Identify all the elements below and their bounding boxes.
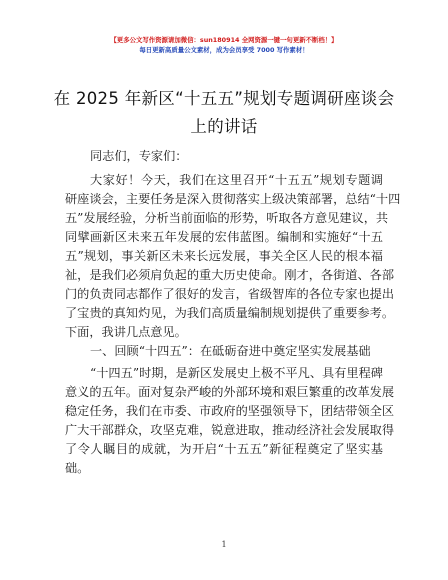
paragraph-2-line: 意义的五年。面对复杂严峻的外部环境和艰巨繁重的改革发展 — [65, 385, 395, 399]
paragraph-1-line: 祉，是我们必须肩负起的重大历史使命。刚才，各街道、各部 — [65, 268, 395, 282]
section-heading: 一、回顾“十四五”：在砥砺奋进中奠定坚实发展基础 — [90, 344, 371, 358]
paragraph-1-line: 大家好！今天，我们在这里召开“十五五”规划专题调 — [90, 173, 383, 187]
paragraph-1-line: 了宝贵的真知灼见，为我们高质量编制规划提供了重要参考。 — [65, 306, 395, 320]
promo-banner-line-1: 【更多公文写作资源请加微信：sun180914 全网资源一键一句更新不断档！】 — [110, 36, 338, 44]
document-title-line-2: 上的讲话 — [190, 117, 258, 136]
paragraph-1-line: 五”发展经验，分析当前面临的形势，听取各方意见建议，共 — [65, 211, 389, 225]
promo-banner-line-2: 每日更新高质量公文素材，成为会员享受 7000 写作素材！ — [139, 46, 309, 54]
paragraph-2-line: 广大干部群众，攻坚克难，锐意进取，推动经济社会发展取得 — [65, 423, 395, 437]
salutation: 同志们，专家们： — [90, 149, 188, 163]
paragraph-2-line: 稳定任务，我们在市委、市政府的坚强领导下，团结带领全区 — [65, 404, 395, 418]
paragraph-2-line: “十四五”时期，是新区发展史上极不平凡、具有里程碑 — [90, 366, 383, 380]
paragraph-2-line: 础。 — [65, 461, 90, 475]
page-number: 1 — [221, 540, 227, 549]
paragraph-1-line: 五”规划，事关新区未来长远发展，事关全区人民的根本福 — [65, 249, 383, 263]
paragraph-1-line: 研座谈会，主要任务是深入贯彻落实上级决策部署，总结“十四 — [65, 192, 401, 206]
document-title-line-1: 在 2025 年新区“十五五”规划专题调研座谈会 — [53, 89, 395, 108]
paragraph-1-line: 下面，我讲几点意见。 — [65, 325, 187, 339]
paragraph-1-line: 同擘画新区未来五年发展的宏伟蓝图。编制和实施好“十五 — [65, 230, 383, 244]
paragraph-2-line: 了令人瞩目的成就，为开启“十五五”新征程奠定了坚实基 — [65, 442, 383, 456]
paragraph-1-line: 门的负责同志都作了很好的发言，省级智库的各位专家也提出 — [65, 287, 395, 301]
